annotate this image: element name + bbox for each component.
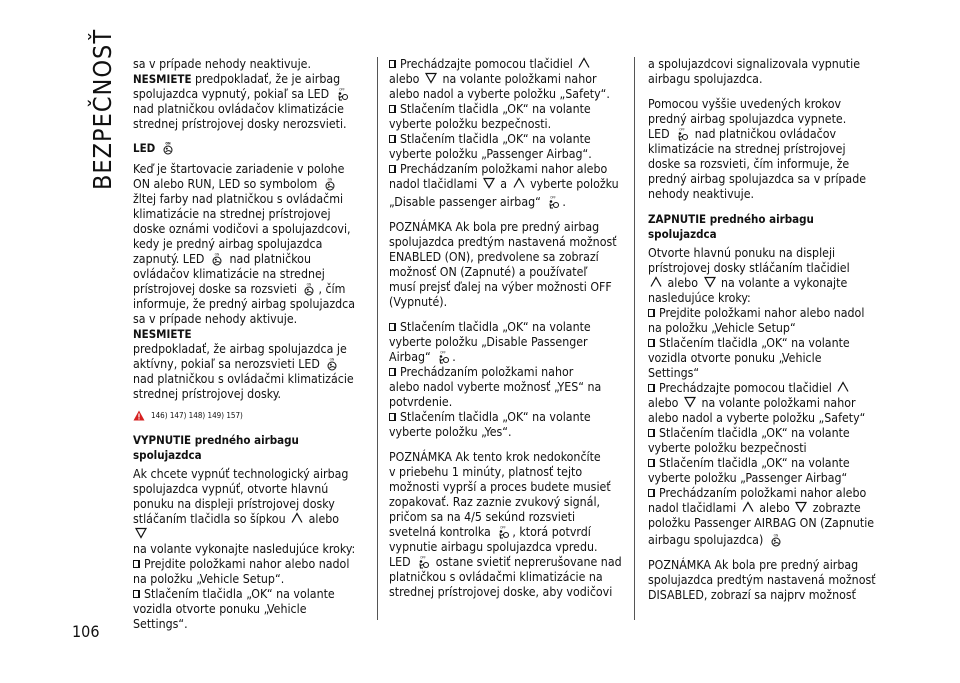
bullet-icon [389,105,396,113]
text-line: svetelná kontrolka , ktorá potvrdí [389,525,591,539]
airbag-on-icon [302,282,316,296]
arrow-up-icon [650,276,662,288]
text-line: na položku „Vehicle Setup“. [133,572,285,586]
text-line: Ak chcete vypnúť technologický airbag [133,467,349,481]
text-line: informuje, že predný airbag spolujazdca [133,297,356,311]
text-line: strednej prístrojovej dosky. [133,387,282,401]
list-item: Prejdite položkami nahor alebo nadol [648,306,876,321]
text-line: prístrojovej doske sa rozsvieti , čím [133,282,346,296]
text-line: vyberte položku bezpečnosti [648,441,807,455]
text-line: ON alebo RUN, LED so symbolom [133,177,357,192]
arrow-down-icon [704,276,716,288]
text-line: Settings“. [133,617,188,631]
text-line: pričom sa na 4/5 sekúnd rozsvieti [389,510,576,524]
list-item: Stlačením tlačidla „OK“ na volante [389,320,625,335]
bullet-icon [648,459,655,467]
text-line: vyberte položku „Yes“. [389,425,512,439]
arrow-down-icon [135,527,147,539]
text-line: potvrdenie. [389,395,453,409]
bullet-icon [133,560,140,568]
text-line: doske oznámi vodičovi a spolujazdcovi, [133,222,351,236]
arrow-down-icon [684,396,696,408]
page-number: 106 [72,622,100,641]
text-line: vozidla otvorte ponuku „Vehicle [648,351,822,365]
airbag-on-icon [769,533,783,547]
text-line: vyberte položku „Disable Passenger [389,335,588,349]
section-heading: LED [133,141,357,156]
text-line: Keď je štartovacie zariadenie v polohe [133,162,345,176]
text-line: Airbag“ . [389,350,456,364]
text-line: alebo na volante položkami nahor [389,72,597,86]
arrow-down-icon [425,72,437,84]
text-line: klimatizácie na strednej prístrojovej [648,142,846,156]
list-item: Prechádzajte pomocou tlačidiel [648,381,876,396]
list-item: Stlačením tlačidla „OK“ na volante [648,426,876,441]
text-line: platničkou s ovládačmi klimatizácie na [389,570,603,584]
arrow-up-icon [291,512,303,524]
section-heading: VYPNUTIE predného airbagu spolujazdca [133,433,299,462]
text-line: nadol tlačidlami alebo zobrazte [648,501,861,515]
text-line: nad platničkou ovládačov klimatizácie [133,102,344,116]
text-line: nasledujúce kroky: [648,291,751,305]
airbag-on-icon [210,252,224,266]
text-line: (Vypnuté). [389,295,448,309]
list-item: Stlačením tlačidla „OK“ na volante [648,336,876,351]
text-line: nadol tlačidlami a vyberte položku [389,177,619,191]
text-line: LED nad platničkou ovládačov [648,127,837,141]
text-line: ovládačov klimatizácie na strednej [133,267,325,281]
arrow-down-icon [795,501,807,513]
airbag-off-icon [546,195,560,209]
text-line: strednej prístrojovej dosky nerozsvieti. [133,117,347,131]
airbag-off-icon [675,127,689,141]
text-line: airbagu spolujazdca) [648,533,876,548]
list-item: Prejdite položkami nahor alebo nadol [133,557,357,572]
text-line: stláčaním tlačidla so šípkou alebo [133,512,357,542]
text-line: alebo nadol a vyberte položku „Safety“ [648,411,866,425]
list-item: Prechádzajte pomocou tlačidiel [389,57,625,72]
bullet-icon [389,323,396,331]
section-heading: ZAPNUTIE predného airbagu spolujazdca [648,212,814,241]
text-line: nad platničkou s ovládačmi klimatizácie [133,372,354,386]
bullet-icon [648,429,655,437]
list-item: Prechádzaním položkami nahor [389,365,625,380]
text-line: aktívny, pokiaľ sa nerozsvieti LED [133,357,357,372]
text-line: alebo na volante položkami nahor [648,396,856,410]
text-line: Settings“ [648,366,700,380]
text-line: vozidla otvorte ponuku „Vehicle [133,602,307,616]
text-line: airbagu spolujazdca. [648,72,763,86]
text-line: sa v prípade nehody neaktivuje. [133,57,311,71]
text-line: predný airbag spolujazdca sa v prípade [648,172,867,186]
text-line: predný airbag spolujazdca vypnete. [648,112,847,126]
text-line: na volante vykonajte nasledujúce kroky: [133,542,356,556]
text-line: ponuku na displeji prístrojovej dosky [133,497,335,511]
airbag-off-icon [335,87,349,101]
text-line: ENABLED (ON), predvolene sa zobrazí [389,250,599,264]
text-line: POZNÁMKA Ak bola pre predný airbag [389,220,600,234]
text-line: strednej prístrojovej doske, aby vodičovi [389,585,613,599]
bullet-icon [389,368,396,376]
column-1 [133,57,357,632]
text-line: v priebehu 1 minúty, platnosť tejto [389,465,583,479]
bullet-icon [648,309,655,317]
list-item: Stlačením tlačidla „OK“ na volante [389,410,625,425]
list-item: Stlačením tlačidla „OK“ na volante [389,102,625,117]
text-line: prístrojovej dosky stláčaním tlačidiel [648,261,850,275]
text-line: možnosť ON (Zapnuté) a používateľ [389,265,588,279]
text-line: na položku „Vehicle Setup“ [648,321,796,335]
bullet-icon [389,165,396,173]
list-item: Prechádzaním položkami nahor alebo [648,486,876,501]
column-3 [648,57,876,603]
text-line: DISABLED, zobrazí sa najprv možnosť [648,588,856,602]
bullet-icon [648,489,655,497]
arrow-up-icon [742,501,754,513]
text-line: a spolujazdcovi signalizovala vypnutie [648,57,861,71]
airbag-off-icon [496,525,510,539]
list-item: Stlačením tlačidla „OK“ na volante [648,456,876,471]
bullet-icon [389,135,396,143]
list-item: Prechádzaním položkami nahor alebo [389,162,625,177]
column-divider [377,57,378,620]
text-line: vyberte položku bezpečnosti. [389,117,552,131]
text-line: alebo na volante a vykonajte [648,276,876,291]
text-line: alebo nadol a vyberte položku „Safety“. [389,87,610,101]
arrow-down-icon [483,177,495,189]
bullet-icon [133,590,140,598]
text-line: POZNÁMKA Ak bola pre predný airbag [648,558,859,572]
text-line: zapnutý. LED nad platničkou [133,252,311,266]
emphasis: NESMIETE [133,72,192,86]
airbag-on-icon [161,141,175,155]
text-line: LED ostane svietiť neprerušovane nad [389,555,622,569]
airbag-off-icon [436,350,450,364]
text-line: vypnutie airbagu spolujazdca vpredu. [389,540,598,554]
list-item: Stlačením tlačidla „OK“ na volante [389,132,625,147]
text-line: položku Passenger AIRBAG ON (Zapnutie [648,516,875,530]
text-line: možnosti vyprší a proces budete musieť [389,480,611,494]
text-line: klimatizácie na strednej prístrojovej [133,207,331,221]
bullet-icon [389,60,396,68]
text-line: alebo nadol vyberte možnosť „YES“ na [389,380,602,394]
text-line: vyberte položku „Passenger Airbag“ [648,471,848,485]
text-line: kedy je predný airbag spolujazdca [133,237,323,251]
text-line: spolujazdca vypnutý, pokiaľ sa LED [133,87,357,102]
text-line: POZNÁMKA Ak tento krok nedokončíte [389,450,601,464]
text-line: spolujazdca predtým nastavená možnosť [389,235,617,249]
text-line: doske sa rozsvieti, čím informuje, že [648,157,850,171]
bullet-icon [648,384,655,392]
text-line: žltej farby nad platničkou s ovládačmi [133,192,344,206]
text-line: Pomocou vyššie uvedených krokov [648,97,842,111]
airbag-on-icon [323,177,337,191]
text-line: sa v prípade nehody aktivuje. NESMIETE [133,312,298,341]
arrow-up-icon [837,381,849,393]
text-line: spolujazdca predtým nastavená možnosť [648,573,876,587]
section-title: BEZPEČNOSŤ [88,28,117,190]
warning-icon [133,410,145,421]
text-line: vyberte položku „Passenger Airbag“. [389,147,592,161]
bullet-icon [389,413,396,421]
list-item: Stlačením tlačidla „OK“ na volante [133,587,357,602]
airbag-on-icon [325,357,339,371]
column-divider [634,57,635,620]
arrow-up-icon [578,57,590,69]
text-line: musí prejsť ďalej na výber možnosti OFF [389,280,612,294]
arrow-up-icon [513,177,525,189]
text-line: spolujazdca vypnúť, otvorte hlavnú [133,482,329,496]
warning-references: 146) 147) 148) 149) 157) [133,408,243,423]
text-line: zopakovať. Raz zaznie zvukový signál, [389,495,601,509]
bullet-icon [648,339,655,347]
column-2 [389,57,625,600]
text-line: NESMIETE predpokladať, že je airbag [133,72,341,86]
text-line: predpokladať, že airbag spolujazdca je [133,342,347,356]
text-line: Otvorte hlavnú ponuku na displeji [648,246,836,260]
text-line: „Disable passenger airbag“ . [389,195,566,209]
text-line: nehody neaktivuje. [648,187,755,201]
airbag-off-icon [416,555,430,569]
